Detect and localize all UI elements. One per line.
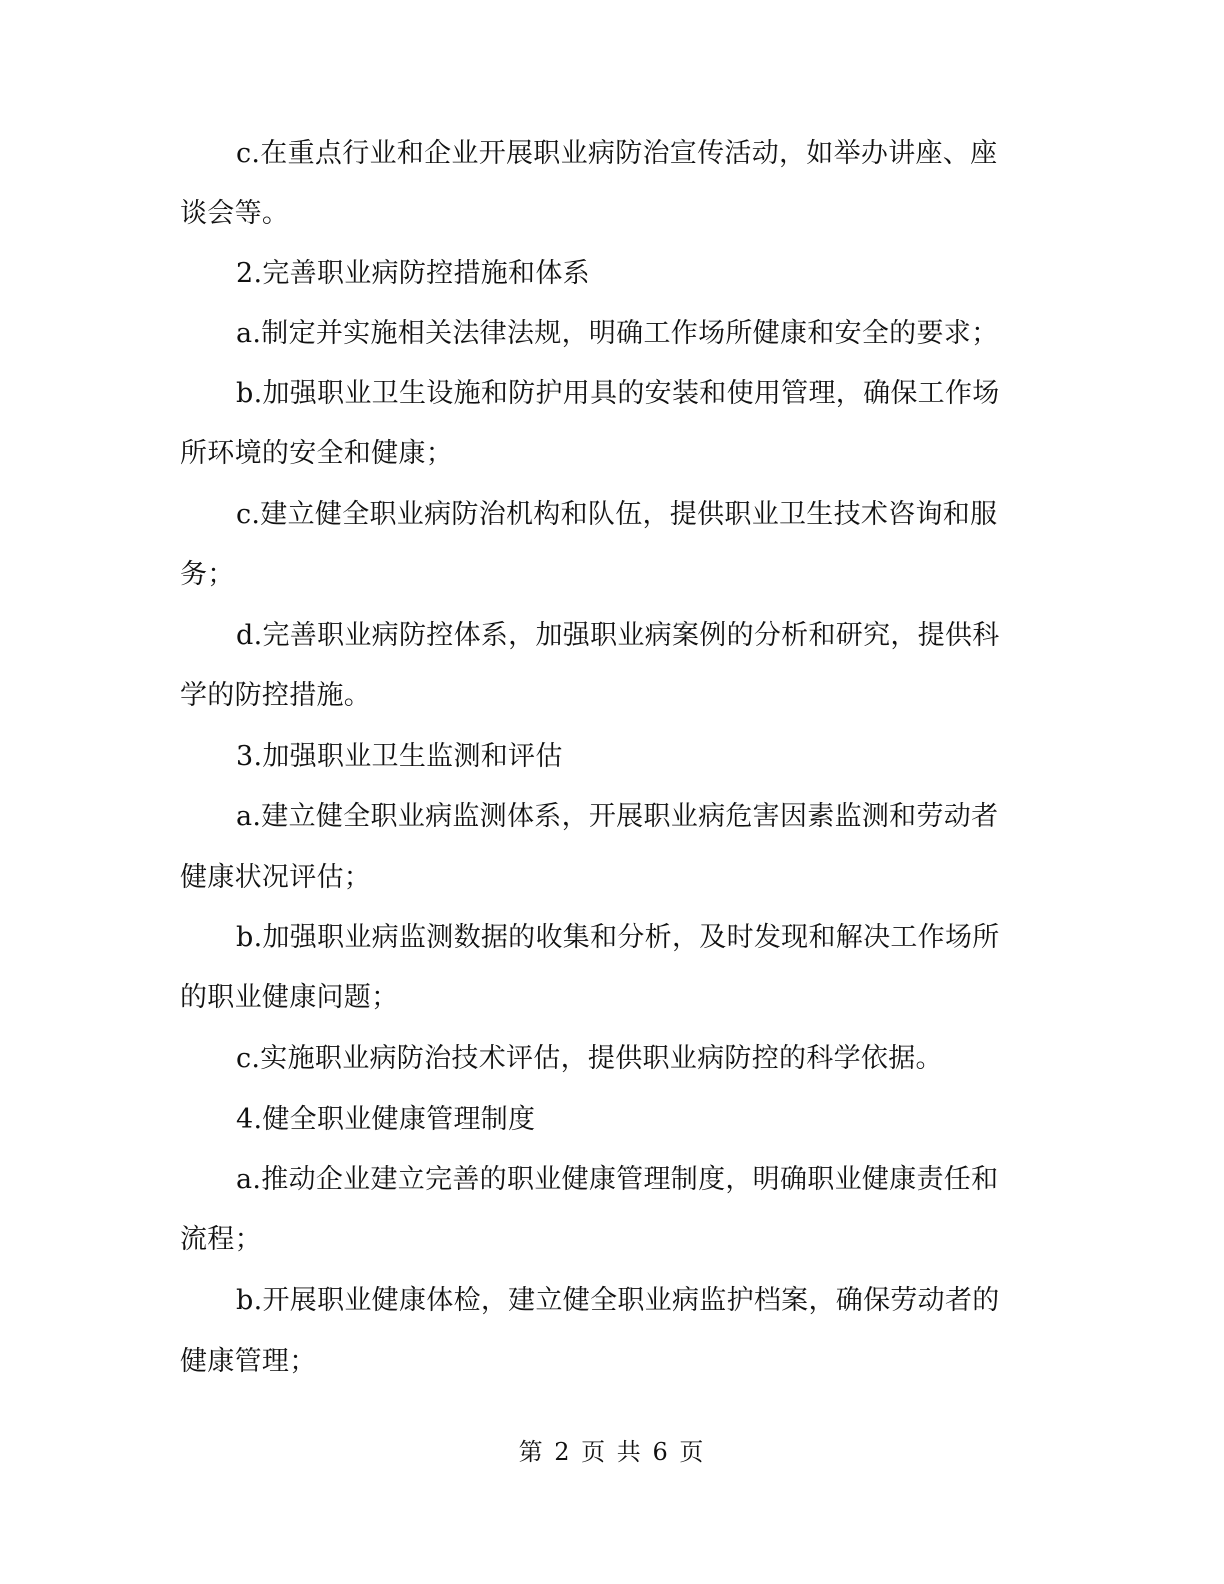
paragraph-line: d.完善职业病防控体系，加强职业病案例的分析和研究，提供科 xyxy=(236,620,1000,651)
section-heading: 4.健全职业健康管理制度 xyxy=(236,1104,536,1135)
paragraph-line: 所环境的安全和健康； xyxy=(180,438,453,469)
paragraph-line: a.推动企业建立完善的职业健康管理制度，明确职业健康责任和 xyxy=(236,1164,999,1195)
paragraph-line: 学的防控措施。 xyxy=(180,680,372,711)
section-heading: 2.完善职业病防控措施和体系 xyxy=(236,258,590,289)
paragraph-line: b.加强职业病监测数据的收集和分析，及时发现和解决工作场所 xyxy=(236,922,1000,953)
paragraph-line: 的职业健康问题； xyxy=(180,982,399,1013)
section-heading: 3.加强职业卫生监测和评估 xyxy=(236,741,563,772)
paragraph-line: c.建立健全职业病防治机构和队伍，提供职业卫生技术咨询和服 xyxy=(236,499,998,530)
paragraph-line: b.开展职业健康体检，建立健全职业病监护档案，确保劳动者的 xyxy=(236,1285,1000,1316)
paragraph-line: a.建立健全职业病监测体系，开展职业病危害因素监测和劳动者 xyxy=(236,801,999,832)
paragraph-line: 健康状况评估； xyxy=(180,862,372,893)
paragraph-line: a.制定并实施相关法律法规，明确工作场所健康和安全的要求； xyxy=(236,318,999,349)
paragraph-line: 健康管理； xyxy=(180,1346,317,1377)
paragraph-line: 流程； xyxy=(180,1224,262,1255)
paragraph-line: b.加强职业卫生设施和防护用具的安装和使用管理，确保工作场 xyxy=(236,378,1000,409)
paragraph-line: 谈会等。 xyxy=(180,198,290,229)
paragraph-line: 务； xyxy=(180,559,235,590)
page-number-footer: 第 2 页 共 6 页 xyxy=(518,1438,706,1466)
paragraph-line: c.在重点行业和企业开展职业病防治宣传活动，如举办讲座、座 xyxy=(236,138,998,169)
paragraph-line: c.实施职业病防治技术评估，提供职业病防控的科学依据。 xyxy=(236,1043,943,1074)
